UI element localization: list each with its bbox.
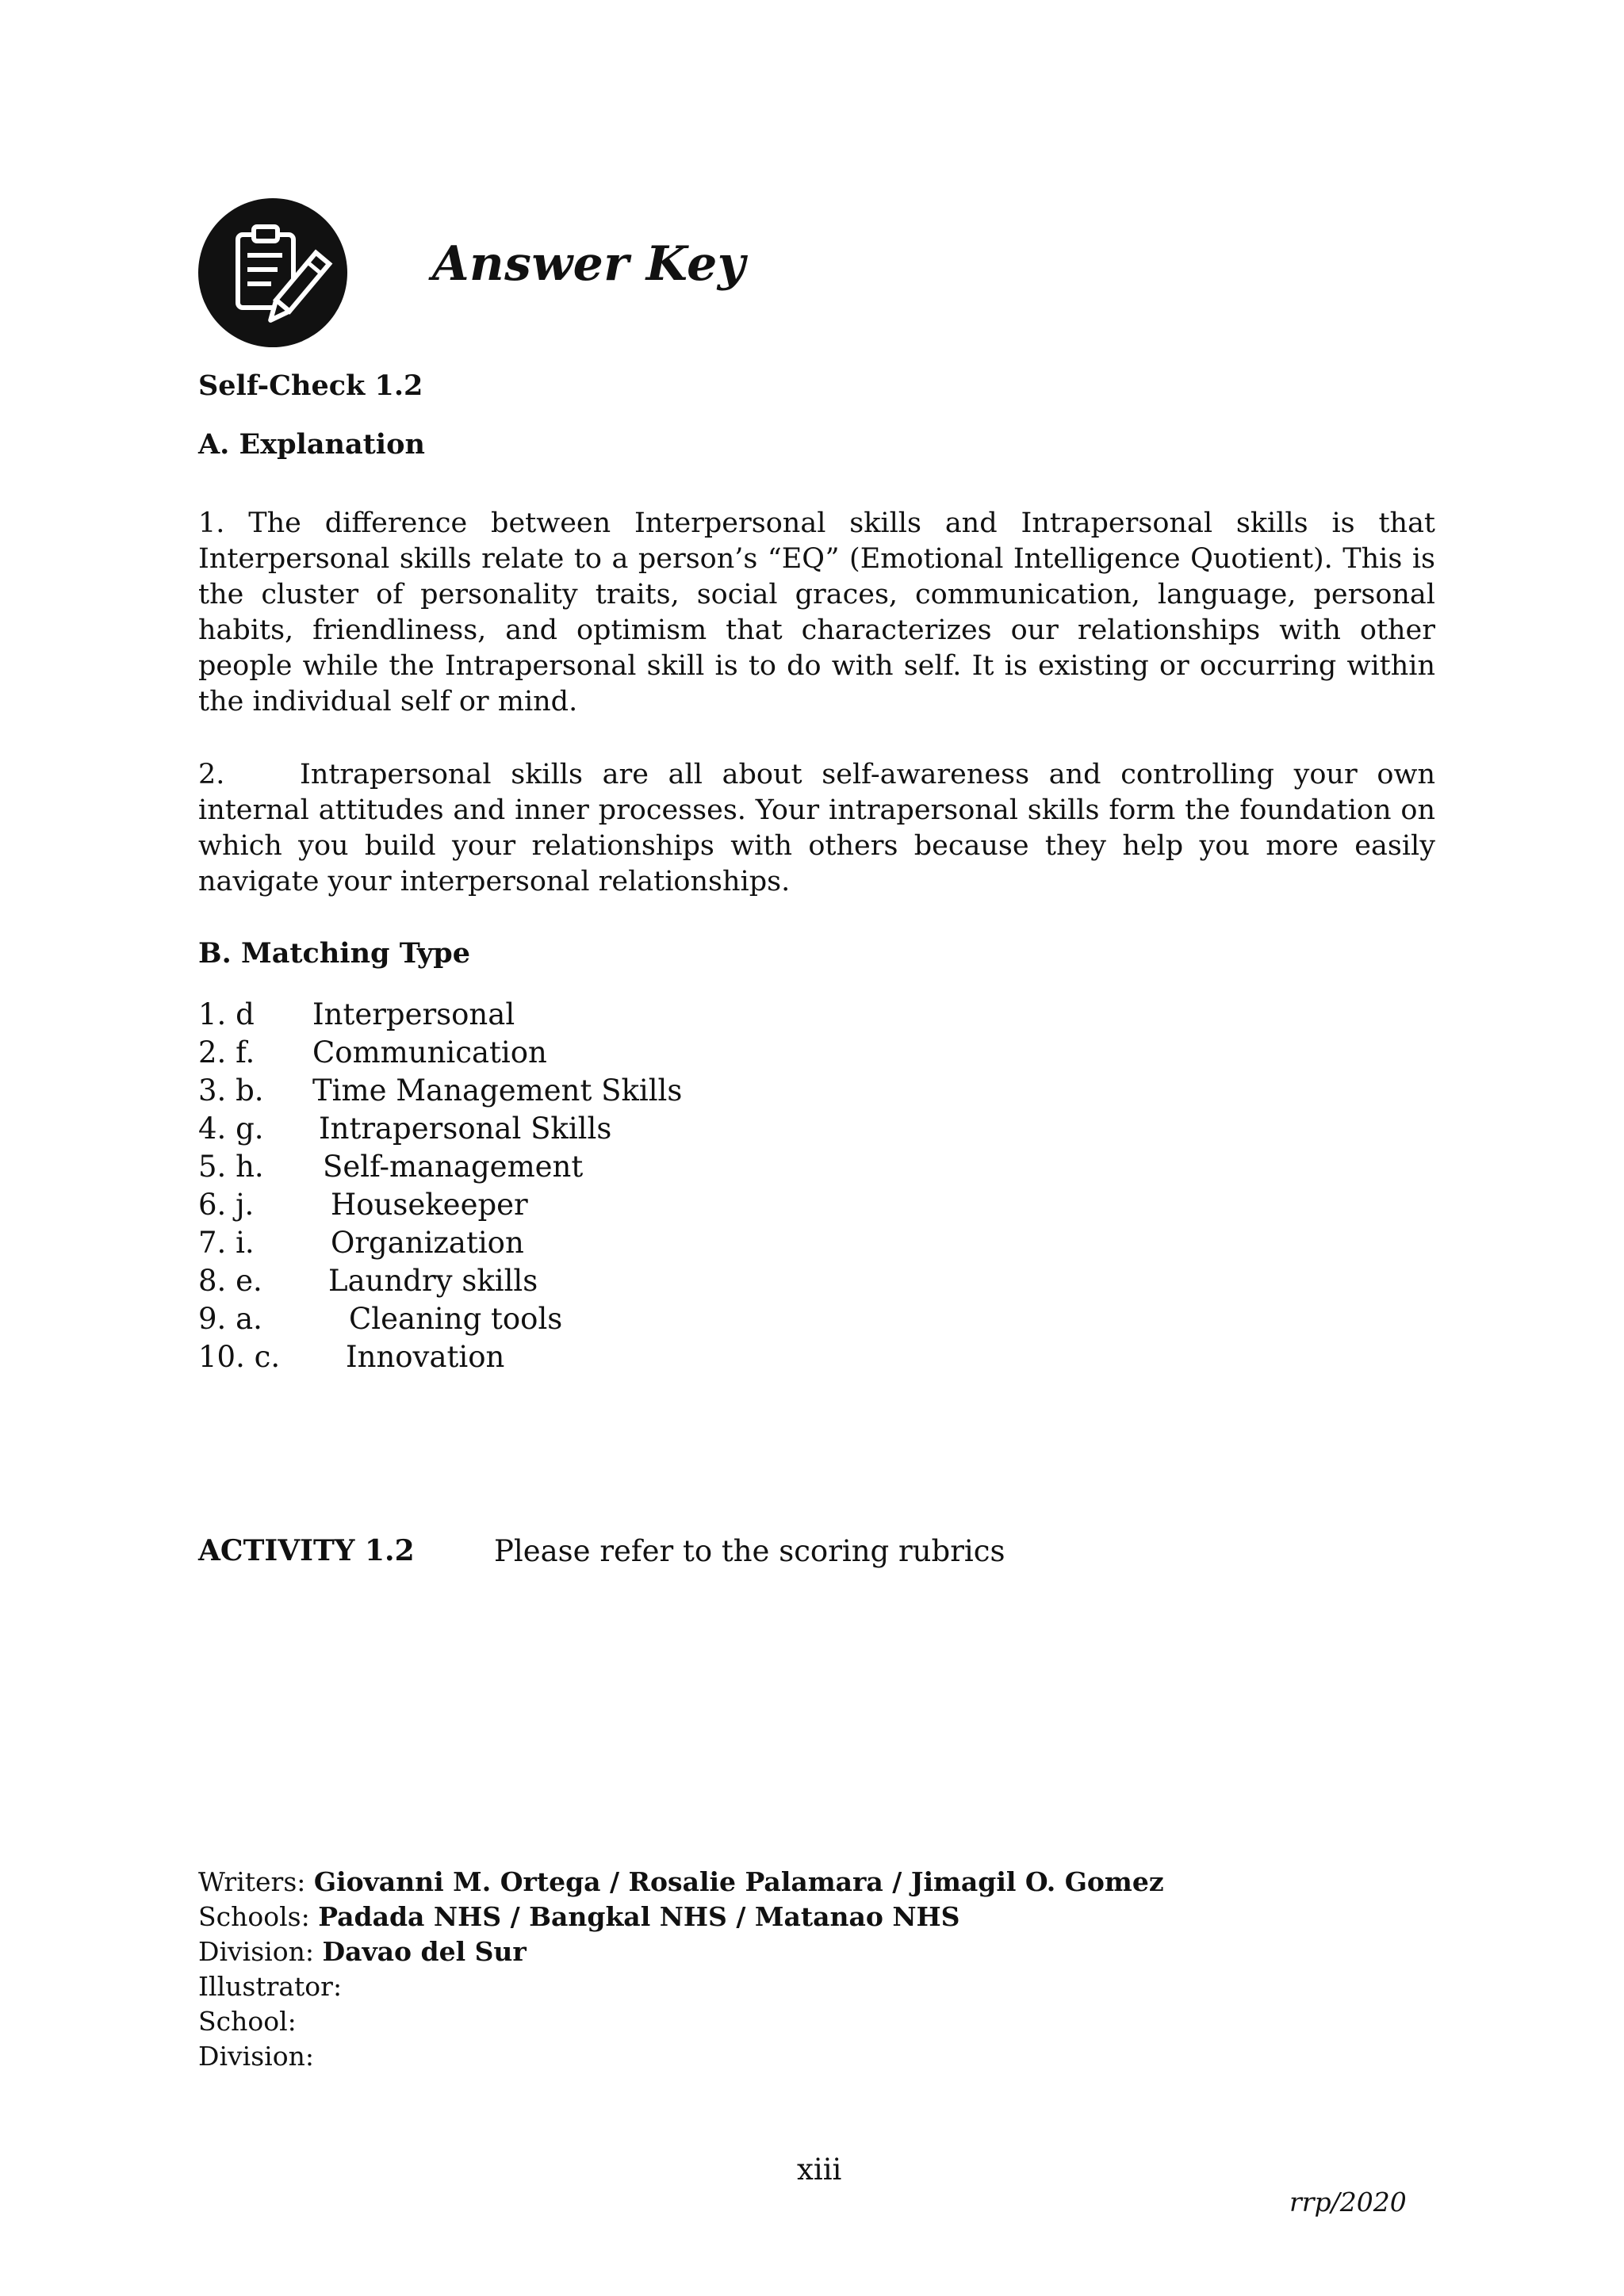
match-answer: Innovation [346,1340,505,1374]
activity-text: Please refer to the scoring rubrics [494,1534,1005,1568]
explanation-item-2-text: Intrapersonal skills are all about self-awareness and controlling your own internal attitudes and inner processes. Your intrapersonal skills form the foundation on which you build your relationships with others because they help you more easily navigate your interpersonal relationships. [198,759,1435,897]
revision-code: rrp/2020 [1289,2187,1407,2218]
self-check-heading: Self-Check 1.2 [198,369,423,402]
division-name: Davao del Sur [322,1936,527,1967]
list-item [198,1186,528,1224]
match-answer: Intrapersonal Skills [319,1112,612,1146]
match-answer: Time Management Skills [312,1073,683,1108]
list-item [198,1034,547,1072]
schools-line [198,1900,960,1934]
writers-line [198,1865,1164,1900]
match-answer: Organization [331,1226,524,1260]
schools-names: Padada NHS / Bangkal NHS / Matanao NHS [318,1901,960,1932]
matching-heading: B. Matching Type [198,937,470,970]
match-number: 5. h. [198,1150,264,1184]
page-title: Answer Key [432,236,746,292]
activity-label: ACTIVITY 1.2 [198,1534,415,1567]
clipboard-pencil-icon [198,198,347,347]
list-item [198,1148,584,1186]
list-item [198,1300,563,1338]
writers-names: Giovanni M. Ortega / Rosalie Palamara / Jimagil O. Gomez [313,1866,1164,1897]
match-number: 4. g. [198,1112,264,1146]
explanation-item-2 [198,757,1435,900]
explanation-heading: A. Explanation [198,428,425,461]
match-answer: Self-management [323,1150,584,1184]
explanation-item-1: 1. The difference between Interpersonal skills and Intrapersonal skills is that Interpersonal skills relate to a person’s “EQ” (Emotional Intelligence Quotient). This is the cluster of personality traits, social graces, communication, language, personal habits, friendliness, and optimism that characterizes our relationships with other people while the Intrapersonal skill is to do with self. It is existing or occurring within the individual self or mind. [198,507,1435,718]
match-number: 3. b. [198,1073,264,1108]
match-number: 7. i. [198,1226,255,1260]
match-answer: Interpersonal [312,997,515,1031]
illustrator-line: Illustrator: [198,1971,343,2002]
match-number: 10. c. [198,1340,281,1374]
writers-label: Writers: [198,1866,306,1897]
match-number: 9. a. [198,1302,262,1336]
match-answer: Communication [312,1035,547,1070]
division-line [198,1934,527,1969]
list-item [198,1072,683,1110]
match-number: 2. f. [198,1035,255,1070]
list-item [198,1338,505,1376]
match-number: 1. d [198,997,255,1031]
list-item [198,1110,612,1148]
match-number: 8. e. [198,1264,262,1298]
division-2-line: Division: [198,2041,314,2072]
match-answer: Cleaning tools [349,1302,563,1336]
match-answer: Laundry skills [328,1264,538,1298]
schools-label: Schools: [198,1901,310,1932]
match-answer: Housekeeper [331,1188,528,1222]
list-item [198,1262,538,1300]
division-label: Division: [198,1936,314,1967]
page-number: xiii [797,2152,842,2187]
list-item [198,996,515,1034]
school-line: School: [198,2006,297,2037]
explanation-item-2-number: 2. [198,759,225,790]
list-item [198,1224,524,1262]
match-number: 6. j. [198,1188,255,1222]
